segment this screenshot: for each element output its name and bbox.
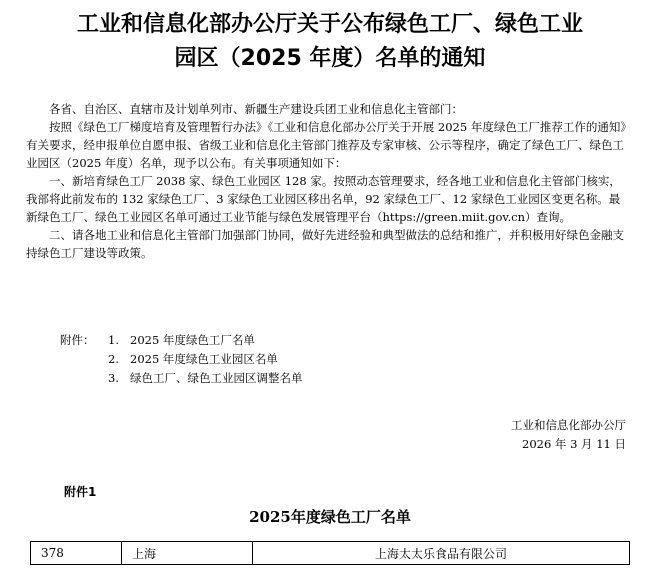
attachment-item[interactable] — [60, 369, 303, 388]
factory-table — [30, 541, 630, 565]
title-line-2: 园区（2025 年度）名单的通知 — [174, 46, 486, 71]
signature-block — [511, 416, 626, 454]
table-row — [31, 542, 630, 565]
attachment-item[interactable] — [60, 331, 303, 350]
document-title — [0, 8, 660, 76]
attachment-number: 3. — [108, 371, 119, 385]
paragraph-1: 按照《绿色工厂梯度培育及管理暂行办法》《工业和信息化部办公厅关于开展 2025 年度绿色工厂推荐工作的通知》有关要求，经申报单位自愿申报、省级工业和信息化主管部门推荐及专家审核、公示等程序，确定了绿色工厂、绿色工业园区（2025 年度）名单，现予以公布。有关事项通知如下： — [26, 120, 627, 170]
attachment-number: 1. — [108, 333, 119, 347]
attachment-item[interactable] — [60, 350, 303, 369]
row-province: 上海 — [122, 542, 253, 565]
paragraph-3: 二、请各地工业和信息化主管部门加强部门协同，做好先进经验和典型做法的总结和推广，并积极用好绿色金融支持绿色工厂建设等政策。 — [26, 228, 624, 260]
notice-body — [26, 100, 630, 262]
attachment-title: 2025 年度绿色工厂名单 — [130, 333, 255, 347]
attachment-number: 2. — [108, 352, 119, 366]
annex-label: 附件1 — [64, 485, 97, 499]
row-company-name: 上海太太乐食品有限公司 — [253, 542, 630, 565]
salutation: 各省、自治区、直辖市及计划单列市、新疆生产建设兵团工业和信息化主管部门： — [49, 102, 463, 116]
attachment-title: 绿色工厂、绿色工业园区调整名单 — [130, 371, 303, 385]
row-number: 378 — [31, 542, 122, 565]
title-line-1: 工业和信息化部办公厅关于公布绿色工厂、绿色工业 — [76, 12, 583, 37]
attachment-label: 附件： — [60, 333, 95, 347]
issuing-office: 工业和信息化部办公厅 — [511, 418, 626, 432]
attachment-title: 2025 年度绿色工业园区名单 — [130, 352, 278, 366]
issue-date: 2026 年 3 月 11 日 — [522, 437, 626, 451]
list-title: 2025年度绿色工厂名单 — [249, 508, 411, 526]
paragraph-2: 一、新培育绿色工厂 2038 家、绿色工业园区 128 家。按照动态管理要求，经各地工业和信息化主管部门核实，我部将此前发布的 132 家绿色工厂、3 家绿色工业园区移出名单，92 家绿色工厂、12 家绿色工业园区变更名称。最新绿色工厂、绿色工业园区名单可通过工业节能与绿色发展管理平台（https://green.miit.gov.cn）查询。 — [26, 174, 621, 224]
attachment-list — [60, 331, 303, 388]
